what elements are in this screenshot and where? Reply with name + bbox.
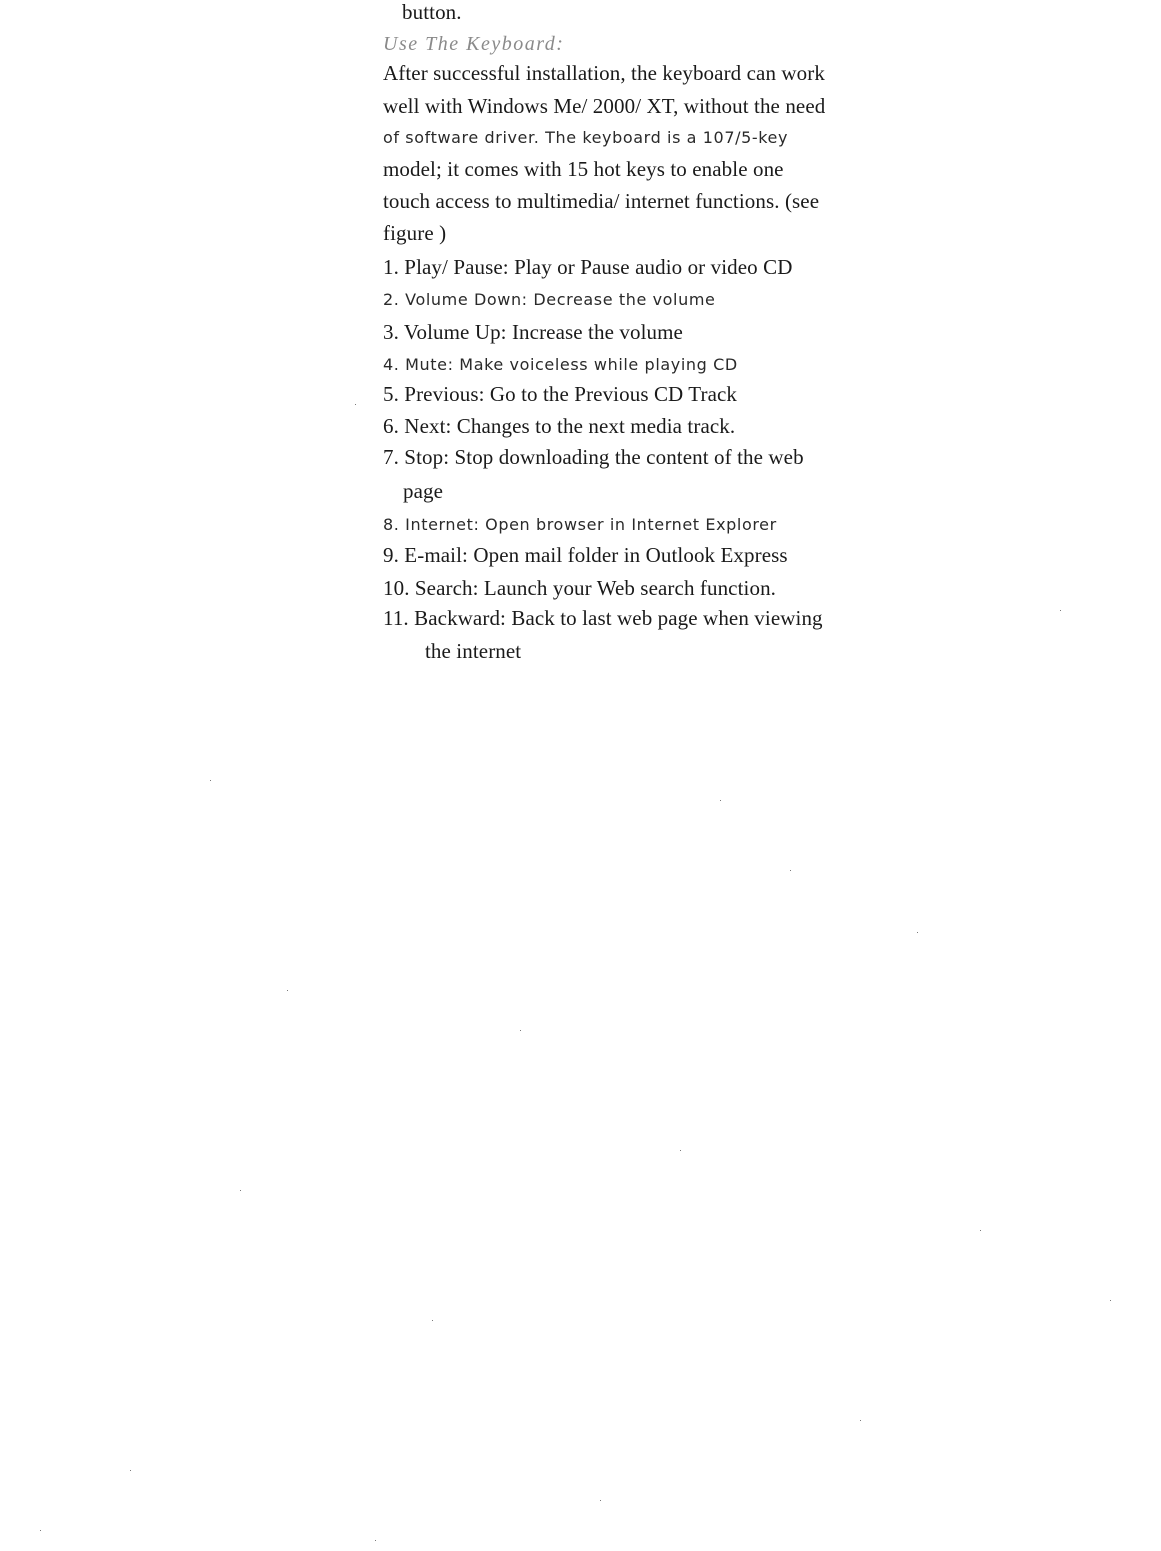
paragraph-line-6: figure ) xyxy=(383,221,447,245)
paragraph-line-5: touch access to multimedia/ internet functions. (see xyxy=(383,189,820,213)
hotkey-item-1: 1. Play/ Pause: Play or Pause audio or video CD xyxy=(383,255,793,279)
paragraph-line-1: After successful installation, the keyboard can work xyxy=(383,61,825,85)
paragraph-line-3: of software driver. The keyboard is a 107/5-key xyxy=(383,128,789,147)
hotkey-item-5: 5. Previous: Go to the Previous CD Track xyxy=(383,382,738,406)
paragraph-line-4: model; it comes with 15 hot keys to enable one xyxy=(383,157,784,181)
section-heading: Use The Keyboard: xyxy=(383,33,565,55)
hotkey-item-11: 11. Backward: Back to last web page when viewing xyxy=(383,606,823,630)
text-line-continuation: button. xyxy=(402,0,462,24)
hotkey-item-7-continuation: page xyxy=(403,479,444,503)
hotkey-item-4: 4. Mute: Make voiceless while playing CD xyxy=(383,355,738,374)
hotkey-item-11-continuation: the internet xyxy=(425,639,522,663)
hotkey-item-8: 8. Internet: Open browser in Internet Explorer xyxy=(383,515,777,534)
hotkey-item-6: 6. Next: Changes to the next media track. xyxy=(383,414,736,438)
hotkey-item-9: 9. E-mail: Open mail folder in Outlook Express xyxy=(383,543,788,567)
paragraph-line-2: well with Windows Me/ 2000/ XT, without the need xyxy=(383,94,826,118)
hotkey-item-3: 3. Volume Up: Increase the volume xyxy=(383,320,683,344)
hotkey-item-10: 10. Search: Launch your Web search function. xyxy=(383,576,777,600)
hotkey-item-7: 7. Stop: Stop downloading the content of the web xyxy=(383,445,804,469)
hotkey-item-2: 2. Volume Down: Decrease the volume xyxy=(383,290,716,309)
